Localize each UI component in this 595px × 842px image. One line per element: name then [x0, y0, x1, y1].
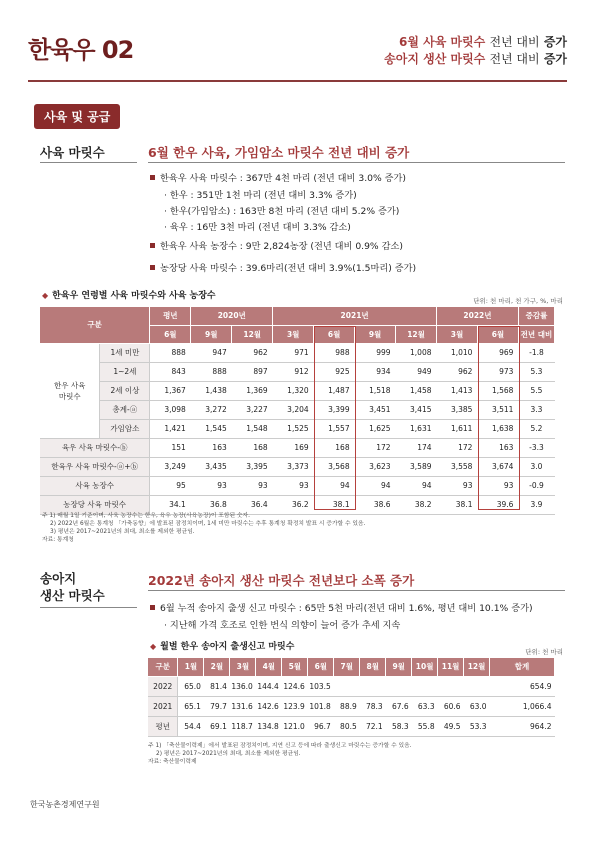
sec2-bullet-2: · 지난해 가격 호조로 인한 번식 의향이 늘어 증가 추세 지속 — [164, 620, 401, 631]
sec1-unit: 단위: 천 마리, 천 가구, %, 마리 — [473, 297, 563, 305]
cell: 971 — [273, 343, 314, 362]
cell: 1,525 — [273, 419, 314, 438]
cell: 69.1 — [204, 716, 230, 736]
th-month: 3월 — [230, 658, 256, 676]
cell: 3,568 — [314, 457, 355, 476]
cell: 1,545 — [191, 419, 232, 438]
th-month: 6월 — [308, 658, 334, 676]
row-label: 2022 — [148, 676, 178, 696]
th-category: 구분 — [40, 307, 150, 343]
cell: 934 — [355, 362, 396, 381]
cell: 1,369 — [232, 381, 273, 400]
cell: 1,548 — [232, 419, 273, 438]
sec1-table-title: ◆ 한육우 연령별 사육 마릿수와 사육 농장수 — [42, 291, 216, 301]
cell: 54.4 — [178, 716, 204, 736]
cell: 3.0 — [518, 457, 554, 476]
cell: 973 — [477, 362, 518, 381]
cell: 94 — [355, 476, 396, 495]
cell: 3,623 — [355, 457, 396, 476]
th-sub: 6월 — [477, 325, 518, 343]
row-label: 2021 — [148, 696, 178, 716]
sec2-heading-line — [148, 590, 565, 591]
sec1-source: 자료: 통계청 — [42, 537, 74, 543]
th-sub: 3월 — [437, 325, 478, 343]
cell: 78.3 — [360, 696, 386, 716]
cell: 136.0 — [230, 676, 256, 696]
sec1-heading-line — [148, 162, 565, 163]
sec1-bullet-4: · 육우 : 16만 3천 마리 (전년 대비 3.3% 감소) — [164, 222, 351, 233]
cell: 3,098 — [150, 400, 191, 419]
highlight-2021-jun — [314, 326, 356, 510]
cell: -1.8 — [518, 343, 554, 362]
th-sub: 12월 — [232, 325, 273, 343]
th-month: 2월 — [204, 658, 230, 676]
cell: 962 — [437, 362, 478, 381]
cell: 131.6 — [230, 696, 256, 716]
diamond-icon: ◆ — [150, 642, 157, 651]
th-month: 8월 — [360, 658, 386, 676]
th-month: 구분 — [148, 658, 178, 676]
header-summary — [384, 34, 567, 68]
cell: 988 — [314, 343, 355, 362]
cell: 1,367 — [150, 381, 191, 400]
cell: 3,227 — [232, 400, 273, 419]
page-title: 한육우 02 — [28, 36, 134, 64]
cell — [360, 676, 386, 696]
cell: 172 — [355, 438, 396, 457]
diamond-icon: ◆ — [42, 291, 49, 300]
th-sub: 6월 — [314, 325, 355, 343]
cell: 3,451 — [355, 400, 396, 419]
cell: 1,320 — [273, 381, 314, 400]
cell: 144.4 — [256, 676, 282, 696]
row-label: 1~2세 — [100, 362, 150, 381]
summary-2-bold: 증가 — [543, 52, 567, 66]
sec2-bullet-1: 6월 누적 송아지 출생 신고 마릿수 : 65만 5천 마리(전년 대비 1.6%, 평년 대비 10.1% 증가) — [150, 600, 533, 614]
cell: 65.1 — [178, 696, 204, 716]
cell: 93 — [437, 476, 478, 495]
summary-1-red: 6월 사육 마릿수 — [398, 35, 486, 49]
cell: 151 — [150, 438, 191, 457]
cell: 123.9 — [282, 696, 308, 716]
cell: 94 — [314, 476, 355, 495]
cell: 3,385 — [437, 400, 478, 419]
cell: 3,395 — [232, 457, 273, 476]
sec2-side-title: 송아지 생산 마릿수 — [40, 571, 105, 603]
cell: 163 — [477, 438, 518, 457]
cell: 897 — [232, 362, 273, 381]
cell: 168 — [232, 438, 273, 457]
bullet-square-icon — [150, 243, 155, 248]
cell: 67.6 — [386, 696, 412, 716]
row-label: 농장당 사육 마릿수 — [40, 495, 150, 514]
cell: 81.4 — [204, 676, 230, 696]
cell: 79.7 — [204, 696, 230, 716]
group-label: 한우 사육 마릿수 — [40, 343, 100, 438]
cell: 654.9 — [490, 676, 555, 696]
th-sub: 9월 — [191, 325, 232, 343]
table-row — [148, 676, 555, 696]
sec2-table-title: ◆ 월별 한우 송아지 출생신고 마릿수 — [150, 642, 295, 652]
cell: 55.8 — [412, 716, 438, 736]
cell: 96.7 — [308, 716, 334, 736]
cell: 3,373 — [273, 457, 314, 476]
cell: 964.2 — [490, 716, 555, 736]
cell: 63.3 — [412, 696, 438, 716]
th-month: 10월 — [412, 658, 438, 676]
cell: 63.0 — [464, 696, 490, 716]
row-label: 총계-ⓐ — [100, 400, 150, 419]
cell: 1,611 — [437, 419, 478, 438]
sec1-bullet-1: 한육우 사육 마릿수 : 367만 4천 마리 (전년 대비 3.0% 증가) — [150, 170, 406, 184]
cell — [464, 676, 490, 696]
table-row — [148, 716, 555, 736]
sec2-note-1: 주 1) 「축산물이력제」에서 발표된 잠정치이며, 지연 신고 등에 따라 출생신고 마릿수는 증가할 수 있음. — [148, 743, 412, 749]
cell: 1,413 — [437, 381, 478, 400]
cell: -3.3 — [518, 438, 554, 457]
cell: 947 — [191, 343, 232, 362]
cell: 163 — [191, 438, 232, 457]
sec1-side-title: 사육 마릿수 — [40, 145, 105, 160]
cell: 912 — [273, 362, 314, 381]
highlight-2022-jun — [478, 326, 520, 510]
cell: 169 — [273, 438, 314, 457]
cell: 5.2 — [518, 419, 554, 438]
sec1-bullet-6: 농장당 사육 마릿수 : 39.6마리(전년 대비 3.9%(1.5마리) 증가) — [150, 260, 416, 274]
cell: 1,625 — [355, 419, 396, 438]
row-label: 한육우 사육 마릿수-ⓐ+ⓑ — [40, 457, 150, 476]
cell: 60.6 — [438, 696, 464, 716]
cell: 34.1 — [150, 495, 191, 514]
sec2-unit: 단위: 천 마리 — [525, 648, 563, 656]
cell: 3,558 — [437, 457, 478, 476]
cell: 925 — [314, 362, 355, 381]
bullet-square-icon — [150, 605, 155, 610]
cell: 172 — [437, 438, 478, 457]
cell: 3,589 — [396, 457, 437, 476]
cell: 3,399 — [314, 400, 355, 419]
sec1-note-2: 2) 2022년 6월은 통계청 「가축동향」에 발표된 잠정치이며, 1세 미만 마릿수는 추후 통계청 확정치 발표 시 증가할 수 있음. — [50, 521, 366, 527]
cell: 888 — [191, 362, 232, 381]
th-month: 12월 — [464, 658, 490, 676]
cell: 1,421 — [150, 419, 191, 438]
th-2021: 2021년 — [273, 307, 437, 325]
cell: 49.5 — [438, 716, 464, 736]
cell: 5.3 — [518, 362, 554, 381]
cell: 80.5 — [334, 716, 360, 736]
footer-org: 한국농촌경제연구원 — [30, 800, 100, 809]
cell: 843 — [150, 362, 191, 381]
cell: 1,066.4 — [490, 696, 555, 716]
cell — [334, 676, 360, 696]
cell: 121.0 — [282, 716, 308, 736]
sec1-bullet-5: 한육우 사육 농장수 : 9만 2,824농장 (전년 대비 0.9% 감소) — [150, 238, 403, 252]
cell: 1,438 — [191, 381, 232, 400]
th-sub: 6월 — [150, 325, 191, 343]
cell: 1,518 — [355, 381, 396, 400]
calf-birth-table — [148, 658, 555, 737]
cell: 38.2 — [396, 495, 437, 514]
cell: 124.6 — [282, 676, 308, 696]
cell: 1,010 — [437, 343, 478, 362]
cell: 38.6 — [355, 495, 396, 514]
sec1-heading: 6월 한우 사육, 가임암소 마릿수 전년 대비 증가 — [148, 145, 410, 160]
cell: 1,458 — [396, 381, 437, 400]
th-sub: 전년 대비 — [518, 325, 554, 343]
cell: 36.8 — [191, 495, 232, 514]
cell: 3.9 — [518, 495, 554, 514]
cell: 36.4 — [232, 495, 273, 514]
section-badge: 사육 및 공급 — [34, 104, 120, 129]
sec1-note-1: 주 1) 매월 1일 기준이며, 사육 농장수는 한우, 육우 농장(사육농장)이 포함된 숫자. — [42, 513, 250, 519]
bullet-square-icon — [150, 175, 155, 180]
cell: 58.3 — [386, 716, 412, 736]
table-row — [148, 696, 555, 716]
sec2-source: 자료: 축산물이력제 — [148, 759, 197, 765]
th-month: 11월 — [438, 658, 464, 676]
cell: 88.9 — [334, 696, 360, 716]
summary-1-bold: 증가 — [543, 35, 567, 49]
summary-2-red: 송아지 생산 마릿수 — [384, 52, 486, 66]
cell: 103.5 — [308, 676, 334, 696]
summary-1-black: 전년 대비 — [489, 35, 540, 49]
th-sub: 9월 — [355, 325, 396, 343]
cell: 174 — [396, 438, 437, 457]
cell — [438, 676, 464, 696]
cell: 962 — [232, 343, 273, 362]
row-label: 평년 — [148, 716, 178, 736]
cell — [386, 676, 412, 696]
th-month: 1월 — [178, 658, 204, 676]
row-label: 육우 사육 마릿수-ⓑ — [40, 438, 150, 457]
cell: 134.8 — [256, 716, 282, 736]
cell: 3,435 — [191, 457, 232, 476]
cell: 1,487 — [314, 381, 355, 400]
th-2020: 2020년 — [191, 307, 273, 325]
cell: 142.6 — [256, 696, 282, 716]
sec2-side-line — [40, 607, 137, 608]
th-2022: 2022년 — [437, 307, 519, 325]
th-sub: 12월 — [396, 325, 437, 343]
cell: 118.7 — [230, 716, 256, 736]
th-month: 4월 — [256, 658, 282, 676]
sec1-side-line — [40, 162, 137, 163]
cell: 53.3 — [464, 716, 490, 736]
cell: 93 — [477, 476, 518, 495]
cell: 3,204 — [273, 400, 314, 419]
row-label: 사육 농장수 — [40, 476, 150, 495]
cell: 3,249 — [150, 457, 191, 476]
cell: 999 — [355, 343, 396, 362]
cell: 95 — [150, 476, 191, 495]
cell: 94 — [396, 476, 437, 495]
cell: -0.9 — [518, 476, 554, 495]
cell: 93 — [273, 476, 314, 495]
header-divider — [28, 80, 567, 82]
row-label: 가임암소 — [100, 419, 150, 438]
cell: 93 — [232, 476, 273, 495]
cell: 3.3 — [518, 400, 554, 419]
cell: 1,008 — [396, 343, 437, 362]
sec1-note-3: 3) 평년은 2017~2021년의 최대, 최소를 제외한 평균임. — [50, 529, 195, 535]
th-sub: 3월 — [273, 325, 314, 343]
cell: 1,568 — [477, 381, 518, 400]
th-month: 합계 — [490, 658, 555, 676]
cell: 1,557 — [314, 419, 355, 438]
cell: 949 — [396, 362, 437, 381]
row-label: 2세 이상 — [100, 381, 150, 400]
th-change: 증감률 — [518, 307, 554, 325]
cell: 1,638 — [477, 419, 518, 438]
cell: 72.1 — [360, 716, 386, 736]
sec1-bullet-3: · 한우(가임암소) : 163만 8천 마리 (전년 대비 5.2% 증가) — [164, 206, 400, 217]
th-avg: 평년 — [150, 307, 191, 325]
cell: 101.8 — [308, 696, 334, 716]
cell: 888 — [150, 343, 191, 362]
bullet-square-icon — [150, 265, 155, 270]
cell: 3,415 — [396, 400, 437, 419]
cell: 168 — [314, 438, 355, 457]
cell: 3,272 — [191, 400, 232, 419]
cell: 36.2 — [273, 495, 314, 514]
cell: 38.1 — [314, 495, 355, 514]
sec2-heading: 2022년 송아지 생산 마릿수 전년보다 소폭 증가 — [148, 573, 415, 588]
cell — [412, 676, 438, 696]
th-month: 9월 — [386, 658, 412, 676]
cell: 3,511 — [477, 400, 518, 419]
sec2-note-2: 2) 평년은 2017~2021년의 최대, 최소를 제외한 평균임. — [156, 751, 301, 757]
cell: 65.0 — [178, 676, 204, 696]
row-label: 1세 미만 — [100, 343, 150, 362]
cell: 969 — [477, 343, 518, 362]
sec1-bullet-2: · 한우 : 351만 1천 마리 (전년 대비 3.3% 증가) — [164, 190, 357, 201]
summary-2-black: 전년 대비 — [489, 52, 540, 66]
th-month: 7월 — [334, 658, 360, 676]
cell: 93 — [191, 476, 232, 495]
cell: 5.5 — [518, 381, 554, 400]
cell: 3,674 — [477, 457, 518, 476]
th-month: 5월 — [282, 658, 308, 676]
cell: 38.1 — [437, 495, 478, 514]
cell: 1,631 — [396, 419, 437, 438]
cell: 39.6 — [477, 495, 518, 514]
